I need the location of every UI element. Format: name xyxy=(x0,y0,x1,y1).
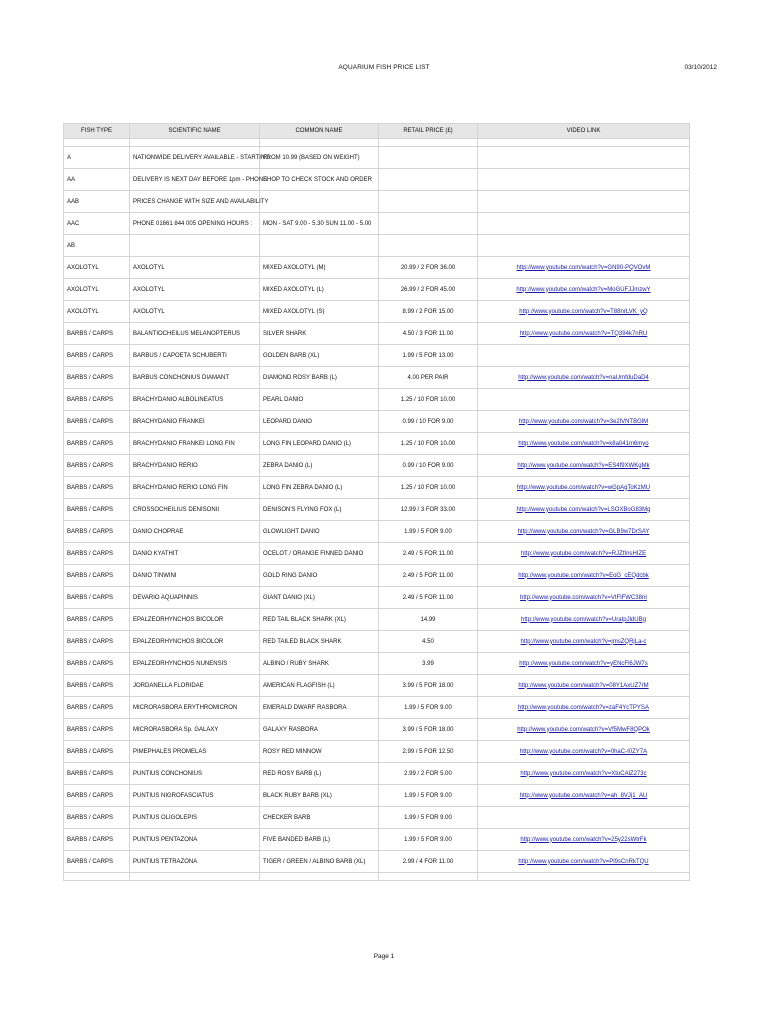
common-name-cell: LONG FIN ZEBRA DANIO (L) xyxy=(260,477,379,499)
scientific-name-cell: BRACHYDANIO FRANKEI LONG FIN xyxy=(130,433,260,455)
scientific-name-cell: CROSSOCHEILIUS DENISONII xyxy=(130,499,260,521)
fish-type-cell: BARBS / CARPS xyxy=(64,807,130,829)
note-row xyxy=(64,169,690,191)
fish-type-cell: BARBS / CARPS xyxy=(64,543,130,565)
retail-price-cell: 0.99 / 10 FOR 9.00 xyxy=(379,455,478,477)
retail-price-cell: 1.99 / 5 FOR 9.00 xyxy=(379,829,478,851)
retail-price-cell: 2.49 / 5 FOR 11.00 xyxy=(379,543,478,565)
fish-type-cell: BARBS / CARPS xyxy=(64,631,130,653)
video-link[interactable]: http://www.youtube.com/watch?v=jmsZQRjLa-c xyxy=(520,638,647,645)
scientific-name-cell: BRACHYDANIO RERIO LONG FIN xyxy=(130,477,260,499)
fish-type-cell: AXOLOTYL xyxy=(64,279,130,301)
fish-type-cell: BARBS / CARPS xyxy=(64,323,130,345)
empty-cell xyxy=(478,873,690,881)
scientific-name-cell: DEVARIO AQUAPINNIS xyxy=(130,587,260,609)
scientific-name-cell: EPALZEORHYNCHOS NUNENSIS xyxy=(130,653,260,675)
video-link[interactable]: http://www.youtube.com/watch?v=VtFlFWC38nI xyxy=(520,594,647,601)
video-link[interactable]: http://www.youtube.com/watch?v=T88nrLVK_yQ xyxy=(519,308,648,315)
fish-type-cell: BARBS / CARPS xyxy=(64,587,130,609)
video-link-cell xyxy=(478,741,690,763)
retail-price-cell: 14.99 xyxy=(379,609,478,631)
scientific-name-cell: PUNTIUS PENTAZONA xyxy=(130,829,260,851)
document-title: AQUARIUM FISH PRICE LIST xyxy=(338,64,430,71)
table-row xyxy=(64,653,690,675)
note-cell xyxy=(260,191,379,213)
video-link[interactable]: http://www.youtube.com/watch?v=naUmfduDaD4 xyxy=(518,374,649,381)
fish-type-cell: A xyxy=(64,147,130,169)
document-date: 03/10/2012 xyxy=(684,64,717,71)
note-cell xyxy=(130,235,260,257)
video-link-cell xyxy=(478,609,690,631)
column-header-common-name: COMMON NAME xyxy=(260,124,379,139)
video-link[interactable]: http://www.youtube.com/watch?v=wGpAgToKzMU xyxy=(516,484,651,491)
common-name-cell: LONG FIN LEOPARD DANIO (L) xyxy=(260,433,379,455)
scientific-name-cell: DANIO TINWINI xyxy=(130,565,260,587)
table-row xyxy=(64,609,690,631)
table-row xyxy=(64,851,690,873)
scientific-name-cell: DANIO KYATHIT xyxy=(130,543,260,565)
note-cell: NATIONWIDE DELIVERY AVAILABLE - STARTING xyxy=(130,147,260,169)
note-row xyxy=(64,235,690,257)
fish-type-cell: BARBS / CARPS xyxy=(64,499,130,521)
empty-cell xyxy=(130,873,260,881)
video-link-cell xyxy=(478,477,690,499)
retail-price-cell: 1.99 / 5 FOR 9.00 xyxy=(379,697,478,719)
scientific-name-cell: EPALZEORHYNCHOS BICOLOR xyxy=(130,631,260,653)
empty-cell xyxy=(130,139,260,147)
video-link[interactable]: http://www.youtube.com/watch?v=MoGUFJJmzwY xyxy=(516,286,651,293)
note-cell xyxy=(379,235,478,257)
video-link[interactable]: http://www.youtube.com/watch?v=TQ394k7nRU xyxy=(519,330,648,337)
column-header-video-link: VIDEO LINK xyxy=(478,124,690,139)
retail-price-cell: 1.99 / 5 FOR 13.00 xyxy=(379,345,478,367)
retail-price-cell: 20.99 / 2 FOR 36.00 xyxy=(379,257,478,279)
table-row xyxy=(64,389,690,411)
table-row xyxy=(64,741,690,763)
video-link-cell xyxy=(478,323,690,345)
video-link[interactable]: http://www.youtube.com/watch?v=GLB9w7DrSAY xyxy=(517,528,650,535)
video-link-cell xyxy=(478,697,690,719)
fish-type-cell: BARBS / CARPS xyxy=(64,609,130,631)
note-cell: MON - SAT 9.00 - 5.30 SUN 11.00 - 5.00 xyxy=(260,213,379,235)
video-link-cell xyxy=(478,807,690,829)
note-cell xyxy=(260,235,379,257)
common-name-cell: MIXED AXOLOTYL (L) xyxy=(260,279,379,301)
column-header-fish-type: FISH TYPE xyxy=(64,124,130,139)
note-row xyxy=(64,213,690,235)
scientific-name-cell: PUNTIUS NIGROFASCIATUS xyxy=(130,785,260,807)
retail-price-cell: 1.25 / 10 FOR 10.00 xyxy=(379,389,478,411)
scientific-name-cell: DANIO CHOPRAE xyxy=(130,521,260,543)
scientific-name-cell: BRACHYDANIO RERIO xyxy=(130,455,260,477)
common-name-cell: AMERICAN FLAGFISH (L) xyxy=(260,675,379,697)
common-name-cell: GLOWLIGHT DANIO xyxy=(260,521,379,543)
video-link[interactable]: http://www.youtube.com/watch?v=EoG_cEQdcbk xyxy=(518,572,649,579)
common-name-cell: MIXED AXOLOTYL (S) xyxy=(260,301,379,323)
common-name-cell: CHECKER BARB xyxy=(260,807,379,829)
video-link[interactable]: http://www.youtube.com/watch?v=yENcFl6JW7s xyxy=(519,660,648,667)
video-link-cell xyxy=(478,785,690,807)
video-link[interactable]: http://www.youtube.com/watch?v=08Y1AxUZ7rM xyxy=(518,682,649,689)
video-link-cell xyxy=(478,389,690,411)
video-link-cell xyxy=(478,851,690,873)
note-cell: FROM 10.99 (BASED ON WEIGHT) xyxy=(260,147,379,169)
scientific-name-cell: PIMEPHALES PROMELAS xyxy=(130,741,260,763)
fish-type-cell: BARBS / CARPS xyxy=(64,675,130,697)
empty-cell xyxy=(260,139,379,147)
table-row xyxy=(64,411,690,433)
table-row xyxy=(64,675,690,697)
fish-type-cell: AA xyxy=(64,169,130,191)
fish-type-cell: BARBS / CARPS xyxy=(64,697,130,719)
common-name-cell: OCELOT / ORANGE FINNED DANIO xyxy=(260,543,379,565)
retail-price-cell: 12.99 / 3 FOR 33.00 xyxy=(379,499,478,521)
video-link-cell xyxy=(478,367,690,389)
fish-type-cell: AAB xyxy=(64,191,130,213)
fish-type-cell: BARBS / CARPS xyxy=(64,367,130,389)
scientific-name-cell: AXOLOTYL xyxy=(130,257,260,279)
table-row xyxy=(64,323,690,345)
retail-price-cell: 2.49 / 5 FOR 11.00 xyxy=(379,587,478,609)
column-header-scientific-name: SCIENTIFIC NAME xyxy=(130,124,260,139)
scientific-name-cell: EPALZEORHYNCHOS BICOLOR xyxy=(130,609,260,631)
common-name-cell: RED ROSY BARB (L) xyxy=(260,763,379,785)
common-name-cell: GIANT DANIO (XL) xyxy=(260,587,379,609)
note-cell xyxy=(478,235,690,257)
retail-price-cell: 3.99 xyxy=(379,653,478,675)
video-link-cell xyxy=(478,345,690,367)
retail-price-cell: 26.99 / 2 FOR 45.00 xyxy=(379,279,478,301)
retail-price-cell: 2.99 / 4 FOR 11.00 xyxy=(379,851,478,873)
video-link-cell xyxy=(478,829,690,851)
table-row xyxy=(64,543,690,565)
video-link-cell xyxy=(478,411,690,433)
common-name-cell: DENISON'S FLYING FOX (L) xyxy=(260,499,379,521)
retail-price-cell: 4.00 PER PAIR xyxy=(379,367,478,389)
column-header-retail-price: RETAIL PRICE (£) xyxy=(379,124,478,139)
video-link[interactable]: http://www.youtube.com/watch?v=XtuCAlZ273c xyxy=(520,770,647,777)
note-cell xyxy=(478,191,690,213)
table-row xyxy=(64,631,690,653)
spacer-row xyxy=(64,139,690,147)
table-row xyxy=(64,521,690,543)
table-row xyxy=(64,763,690,785)
video-link[interactable]: http://www.youtube.com/watch?v=zaF4YcTPYSA xyxy=(518,704,649,711)
retail-price-cell: 1.99 / 5 FOR 9.00 xyxy=(379,521,478,543)
video-link-cell xyxy=(478,675,690,697)
spacer-row xyxy=(64,873,690,881)
video-link[interactable]: http://www.youtube.com/watch?v=LSOXBoG83Mg xyxy=(516,506,651,513)
note-cell xyxy=(478,147,690,169)
common-name-cell: ZEBRA DANIO (L) xyxy=(260,455,379,477)
table-row xyxy=(64,279,690,301)
video-link[interactable]: http://www.youtube.com/watch?v=RJZfInsHIZE xyxy=(520,550,647,557)
table-row xyxy=(64,499,690,521)
table-row xyxy=(64,367,690,389)
video-link-cell xyxy=(478,433,690,455)
video-link[interactable]: http://www.youtube.com/watch?v=Pl9sCnRkTQU xyxy=(518,858,649,865)
scientific-name-cell: BRACHYDANIO FRANKEI xyxy=(130,411,260,433)
note-cell xyxy=(379,213,478,235)
video-link-cell xyxy=(478,653,690,675)
fish-type-cell: AAC xyxy=(64,213,130,235)
fish-type-cell: BARBS / CARPS xyxy=(64,411,130,433)
empty-cell xyxy=(64,139,130,147)
note-cell: SHOP TO CHECK STOCK AND ORDER xyxy=(260,169,379,191)
common-name-cell: GALAXY RASBORA xyxy=(260,719,379,741)
retail-price-cell: 4.50 xyxy=(379,631,478,653)
common-name-cell: FIVE BANDED BARB (L) xyxy=(260,829,379,851)
note-row xyxy=(64,147,690,169)
video-link[interactable]: http://www.youtube.com/watch?v=0haC-I0ZY7A xyxy=(519,748,648,755)
fish-type-cell: BARBS / CARPS xyxy=(64,455,130,477)
video-link[interactable]: http://www.youtube.com/watch?v=UraIpJldUBg xyxy=(521,616,646,623)
common-name-cell: LEOPARD DANIO xyxy=(260,411,379,433)
scientific-name-cell: MICRORASBORA ERYTHROMICRON xyxy=(130,697,260,719)
table-row xyxy=(64,565,690,587)
scientific-name-cell: BRACHYDANIO ALBOLINEATUS xyxy=(130,389,260,411)
common-name-cell: RED TAIL BLACK SHARK (XL) xyxy=(260,609,379,631)
retail-price-cell: 2.99 / 2 FOR 5.00 xyxy=(379,763,478,785)
table-row xyxy=(64,719,690,741)
common-name-cell: SILVER SHARK xyxy=(260,323,379,345)
video-link-cell xyxy=(478,521,690,543)
video-link-cell xyxy=(478,719,690,741)
fish-type-cell: BARBS / CARPS xyxy=(64,741,130,763)
fish-type-cell: AB xyxy=(64,235,130,257)
note-cell xyxy=(478,213,690,235)
video-link-cell xyxy=(478,763,690,785)
note-cell: DELIVERY IS NEXT DAY BEFORE 1pm - PHONE xyxy=(130,169,260,191)
table-row xyxy=(64,433,690,455)
retail-price-cell: 2.49 / 5 FOR 11.00 xyxy=(379,565,478,587)
retail-price-cell: 1.99 / 5 FOR 9.00 xyxy=(379,807,478,829)
fish-type-cell: BARBS / CARPS xyxy=(64,829,130,851)
retail-price-cell: 4.50 / 3 FOR 11.00 xyxy=(379,323,478,345)
note-cell: PRICES CHANGE WITH SIZE AND AVAILABILITY xyxy=(130,191,260,213)
video-link-cell xyxy=(478,279,690,301)
scientific-name-cell: MICRORASBORA Sp. GALAXY xyxy=(130,719,260,741)
scientific-name-cell: AXOLOTYL xyxy=(130,279,260,301)
video-link[interactable]: http://www.youtube.com/watch?v=25y22sWtrFk xyxy=(520,836,647,843)
retail-price-cell: 3.99 / 5 FOR 18.00 xyxy=(379,675,478,697)
retail-price-cell: 3.99 / 5 FOR 18.00 xyxy=(379,719,478,741)
fish-type-cell: BARBS / CARPS xyxy=(64,345,130,367)
fish-type-cell: BARBS / CARPS xyxy=(64,719,130,741)
video-link-cell xyxy=(478,543,690,565)
fish-type-cell: BARBS / CARPS xyxy=(64,565,130,587)
page-number: Page 1 xyxy=(373,953,395,960)
scientific-name-cell: BALANTIOCHEILUS MELANOPTERUS xyxy=(130,323,260,345)
note-cell: PHONE 01661 844 005 OPENING HOURS : xyxy=(130,213,260,235)
video-link[interactable]: http://www.youtube.com/watch?v=ah_8VJj1_AU xyxy=(519,792,648,799)
video-link-cell xyxy=(478,587,690,609)
fish-type-cell: BARBS / CARPS xyxy=(64,851,130,873)
fish-type-cell: BARBS / CARPS xyxy=(64,785,130,807)
video-link-cell xyxy=(478,565,690,587)
note-cell xyxy=(379,169,478,191)
table-header xyxy=(64,124,690,139)
video-link[interactable]: http://www.youtube.com/watch?v=Vf5MwF8QPOk xyxy=(517,726,650,733)
scientific-name-cell: JORDANELLA FLORIDAE xyxy=(130,675,260,697)
fish-type-cell: BARBS / CARPS xyxy=(64,389,130,411)
fish-type-cell: AXOLOTYL xyxy=(64,257,130,279)
table-row xyxy=(64,301,690,323)
fish-type-cell: BARBS / CARPS xyxy=(64,521,130,543)
scientific-name-cell: PUNTIUS OLIGOLEPIS xyxy=(130,807,260,829)
fish-type-cell: BARBS / CARPS xyxy=(64,433,130,455)
table-row xyxy=(64,455,690,477)
common-name-cell: TIGER / GREEN / ALBINO BARB (XL) xyxy=(260,851,379,873)
table-body xyxy=(64,139,690,881)
retail-price-cell: 2.99 / 5 FOR 12.50 xyxy=(379,741,478,763)
video-link[interactable]: http://www.youtube.com/watch?v=GN90-PQVOvM xyxy=(516,264,651,271)
table-row xyxy=(64,587,690,609)
video-link[interactable]: http://www.youtube.com/watch?v=3e2lVNTBGlM xyxy=(518,418,649,425)
common-name-cell: DIAMOND ROSY BARB (L) xyxy=(260,367,379,389)
video-link[interactable]: http://www.youtube.com/watch?v=ES4f9XWKgMk xyxy=(517,462,650,469)
retail-price-cell: 8.99 / 2 FOR 15.00 xyxy=(379,301,478,323)
scientific-name-cell: PUNTIUS TETRAZONA xyxy=(130,851,260,873)
common-name-cell: ROSY RED MINNOW xyxy=(260,741,379,763)
scientific-name-cell: BARBUS CONCHONIUS DIAMANT xyxy=(130,367,260,389)
scientific-name-cell: AXOLOTYL xyxy=(130,301,260,323)
video-link-cell xyxy=(478,257,690,279)
fish-type-cell: BARBS / CARPS xyxy=(64,763,130,785)
price-list-table xyxy=(63,123,690,881)
common-name-cell: MIXED AXOLOTYL (M) xyxy=(260,257,379,279)
empty-cell xyxy=(64,873,130,881)
common-name-cell: GOLD RING DANIO xyxy=(260,565,379,587)
empty-cell xyxy=(260,873,379,881)
common-name-cell: GOLDEN BARB (XL) xyxy=(260,345,379,367)
fish-type-cell: AXOLOTYL xyxy=(64,301,130,323)
common-name-cell: PEARL DANIO xyxy=(260,389,379,411)
video-link-cell xyxy=(478,301,690,323)
fish-type-cell: BARBS / CARPS xyxy=(64,477,130,499)
empty-cell xyxy=(379,873,478,881)
common-name-cell: EMERALD DWARF RASBORA xyxy=(260,697,379,719)
scientific-name-cell: PUNTIUS CONCHONIUS xyxy=(130,763,260,785)
video-link-cell xyxy=(478,631,690,653)
table-row xyxy=(64,829,690,851)
retail-price-cell: 1.99 / 5 FOR 9.00 xyxy=(379,785,478,807)
table-row xyxy=(64,477,690,499)
video-link-cell xyxy=(478,499,690,521)
retail-price-cell: 1.25 / 10 FOR 10.00 xyxy=(379,477,478,499)
note-row xyxy=(64,191,690,213)
empty-cell xyxy=(379,139,478,147)
video-link[interactable]: http://www.youtube.com/watch?v=k8a041m6myo xyxy=(518,440,649,447)
retail-price-cell: 0.99 / 10 FOR 9.00 xyxy=(379,411,478,433)
empty-cell xyxy=(478,139,690,147)
video-link-cell xyxy=(478,455,690,477)
table-row xyxy=(64,697,690,719)
note-cell xyxy=(379,147,478,169)
common-name-cell: BLACK RUBY BARB (XL) xyxy=(260,785,379,807)
fish-type-cell: BARBS / CARPS xyxy=(64,653,130,675)
table-row xyxy=(64,807,690,829)
table-row xyxy=(64,257,690,279)
retail-price-cell: 1.25 / 10 FOR 10.00 xyxy=(379,433,478,455)
scientific-name-cell: BARBUS / CAPOETA SCHUBERTI xyxy=(130,345,260,367)
table-row xyxy=(64,345,690,367)
common-name-cell: ALBINO / RUBY SHARK xyxy=(260,653,379,675)
common-name-cell: RED TAILED BLACK SHARK xyxy=(260,631,379,653)
note-cell xyxy=(478,169,690,191)
note-cell xyxy=(379,191,478,213)
table-row xyxy=(64,785,690,807)
